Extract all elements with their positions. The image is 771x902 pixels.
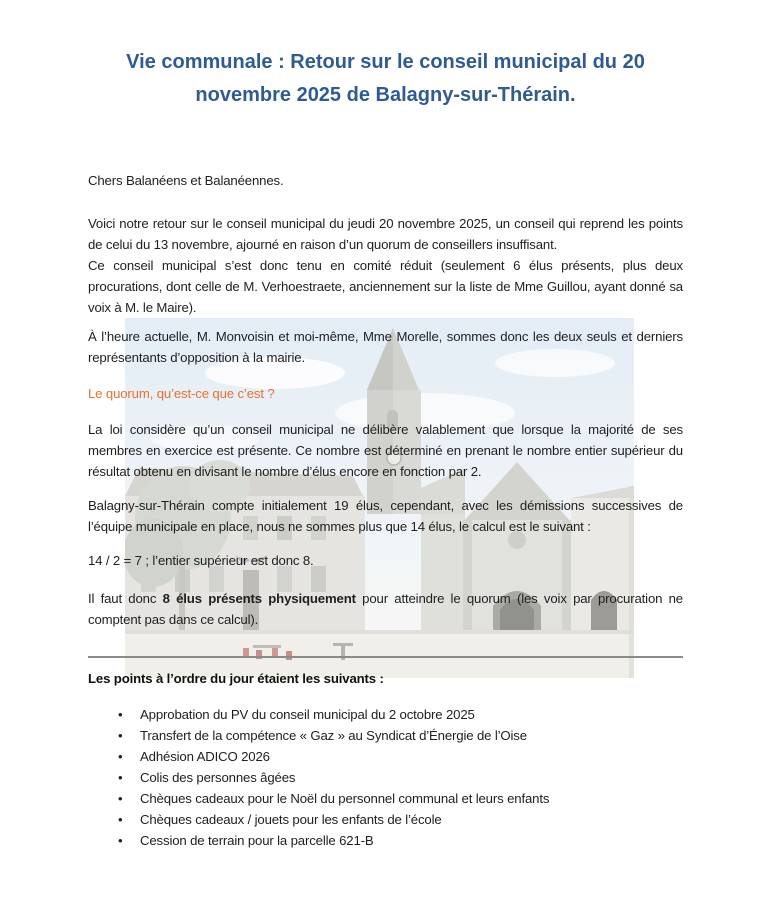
quorum-text-bold: 8 élus présents physiquement [162, 591, 356, 606]
paragraph-law: La loi considère qu’un conseil municipal ne délibère valablement que lorsque la majorité de ses membres en exercice est présente. Ce nombre est déterminé en prenant le nombre entier supérieur du résultat obtenu en divisant le nombre d’élus encore en fonction par 2. [88, 422, 683, 479]
bullet-icon: • [118, 791, 123, 806]
bullet-icon: • [118, 749, 123, 764]
paragraph-count: Balagny-sur-Thérain compte initialement 19 élus, cependant, avec les démissions successives de l’équipe municipale en place, nous ne sommes plus que 14 élus, le calcul est le suivant : [88, 498, 683, 534]
agenda-heading: Les points à l’ordre du jour étaient les suivants : [88, 671, 384, 686]
agenda-item-label: Colis des personnes âgées [140, 770, 296, 785]
quorum-heading: Le quorum, qu’est-ce que c’est ? [88, 386, 275, 401]
agenda-item-label: Chèques cadeaux pour le Noël du personnel communal et leurs enfants [140, 791, 550, 806]
paragraph-calc: 14 / 2 = 7 ; l’entier supérieur est donc 8. [88, 553, 314, 568]
section-divider [88, 656, 683, 658]
paragraph-opposition: À l’heure actuelle, M. Monvoisin et moi-même, Mme Morelle, sommes donc les deux seuls et derniers représentants d’opposition à la mairie. [88, 329, 683, 365]
bullet-icon: • [118, 770, 123, 785]
bullet-icon: • [118, 812, 123, 827]
page-title-line-1: Vie communale : Retour sur le conseil municipal du 20 [126, 51, 645, 73]
bullet-icon: • [118, 707, 123, 722]
agenda-item-label: Cession de terrain pour la parcelle 621-B [140, 833, 374, 848]
agenda-item [118, 704, 683, 725]
page-title-line-2: novembre 2025 de Balagny-sur-Thérain. [195, 84, 576, 106]
salutation: Chers Balanéens et Balanéennes. [88, 173, 284, 188]
agenda-item [118, 788, 683, 809]
bullet-icon: • [118, 833, 123, 848]
agenda-item [118, 746, 683, 767]
quorum-text-before: Il faut donc [88, 591, 163, 606]
agenda-item-label: Adhésion ADICO 2026 [140, 749, 270, 764]
agenda-item-label: Chèques cadeaux / jouets pour les enfants de l’école [140, 812, 442, 827]
agenda-item [118, 830, 683, 851]
agenda-item-label: Transfert de la compétence « Gaz » au Syndicat d’Énergie de l’Oise [140, 728, 527, 743]
agenda-list [88, 704, 683, 851]
paragraph-quorum [88, 588, 683, 630]
agenda-item [118, 767, 683, 788]
page-title [88, 46, 683, 112]
paragraph-intro-2: Ce conseil municipal s’est donc tenu en comité réduit (seulement 6 élus présents, plus deux procurations, dont celle de M. Verhoestraete, anciennement sur la liste de Mme Guillou, ayant donné sa voix à M. le Maire). [88, 258, 683, 315]
bullet-icon: • [118, 728, 123, 743]
agenda-item [118, 725, 683, 746]
quorum-text-after: pour atteindre le quorum (les voix par procuration ne comptent pas dans ce calcul). [88, 591, 683, 627]
agenda-item-label: Approbation du PV du conseil municipal du 2 octobre 2025 [140, 707, 475, 722]
paragraph-intro-1: Voici notre retour sur le conseil municipal du jeudi 20 novembre 2025, un conseil qui reprend les points de celui du 13 novembre, ajourné en raison d’un quorum de conseillers insuffisant. [88, 216, 683, 252]
agenda-item [118, 809, 683, 830]
